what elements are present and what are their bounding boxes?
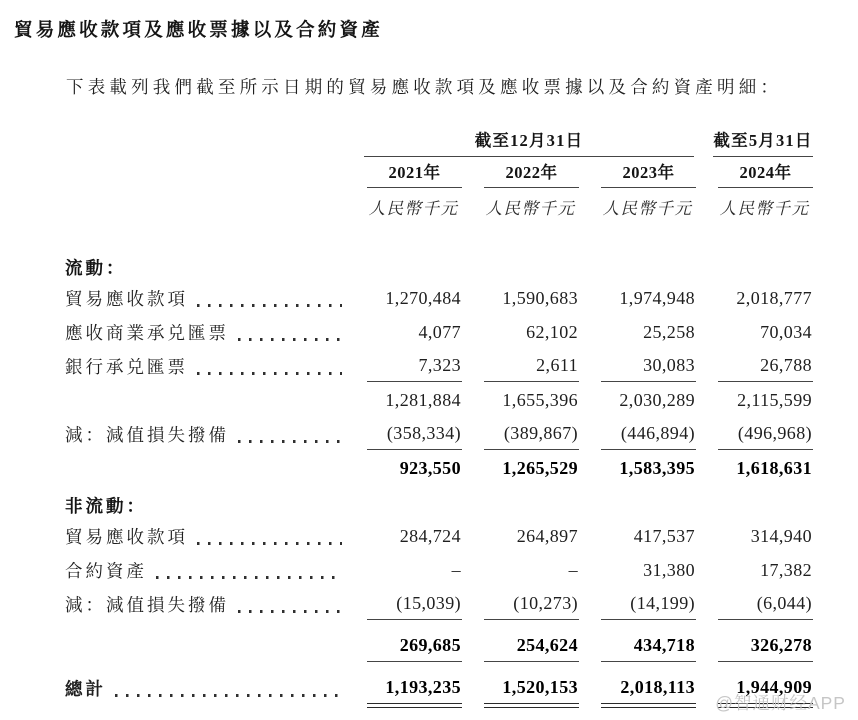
row-label-text: 合約資產 xyxy=(65,561,147,581)
table-row xyxy=(65,280,813,314)
dot-leader xyxy=(238,610,342,613)
row-label-text: 總計 xyxy=(65,679,106,699)
row-label-text: 應收商業承兑匯票 xyxy=(65,323,229,343)
cell-value: 1,270,484 xyxy=(385,288,461,308)
row-label-text: 貿易應收款項 xyxy=(65,289,188,309)
row-label xyxy=(65,620,345,662)
row-label xyxy=(65,552,345,586)
receivables-table xyxy=(65,124,813,704)
cell-value: (15,039) xyxy=(345,586,462,620)
dot-leader xyxy=(115,694,342,697)
cell-value: (496,968) xyxy=(696,416,813,450)
cell-value: 26,788 xyxy=(696,348,813,382)
table-row xyxy=(65,662,813,704)
cell-value: (6,044) xyxy=(696,586,813,620)
table-row xyxy=(65,450,813,484)
section-row xyxy=(65,246,813,280)
row-label xyxy=(65,586,345,620)
table-row xyxy=(65,518,813,552)
cell-value: 2,018,777 xyxy=(736,288,812,308)
table-body xyxy=(65,246,813,704)
period-header-dec-cell xyxy=(345,124,696,157)
cell-value: 2,018,113 xyxy=(579,662,696,704)
cell-value: 25,258 xyxy=(643,322,695,342)
row-label-text: 減：減值損失撥備 xyxy=(65,425,229,445)
year-header-2022: 2022年 xyxy=(484,159,579,188)
unit-label: 人民幣千元 xyxy=(719,199,810,218)
cell-value: 7,323 xyxy=(345,348,462,382)
cell-value: 1,974,948 xyxy=(619,288,695,308)
table-row xyxy=(65,348,813,382)
row-label-text: 銀行承兑匯票 xyxy=(65,357,188,377)
period-header-may-cell xyxy=(696,124,813,157)
cell-value: 1,655,396 xyxy=(502,390,578,410)
cell-value: 254,624 xyxy=(462,620,579,662)
unit-label: 人民幣千元 xyxy=(485,199,576,218)
row-label xyxy=(65,314,345,348)
cell-value: 417,537 xyxy=(633,526,695,546)
cell-value: (358,334) xyxy=(345,416,462,450)
cell-value: 1,193,235 xyxy=(345,662,462,704)
cell-value: 30,083 xyxy=(579,348,696,382)
table-row xyxy=(65,620,813,662)
section-label: 非流動： xyxy=(65,496,147,516)
cell-value: 1,618,631 xyxy=(736,458,812,478)
unit-row xyxy=(65,188,813,246)
cell-value: (446,894) xyxy=(579,416,696,450)
table-row xyxy=(65,382,813,416)
page-title: 貿易應收款項及應收票據以及合約資產 xyxy=(14,21,383,41)
row-label xyxy=(65,280,345,314)
watermark: @智通财经APP xyxy=(715,693,846,713)
cell-value: 923,550 xyxy=(399,458,461,478)
header-spacer xyxy=(65,124,345,157)
cell-value: 2,611 xyxy=(462,348,579,382)
unit-label: 人民幣千元 xyxy=(602,199,693,218)
cell-value: 264,897 xyxy=(516,526,578,546)
cell-value: 326,278 xyxy=(696,620,813,662)
cell-value: 2,030,289 xyxy=(619,390,695,410)
intro-text: 下表載列我們截至所示日期的貿易應收款項及應收票據以及合約資產明細： xyxy=(66,77,783,97)
dot-leader xyxy=(156,576,342,579)
cell-value: 314,940 xyxy=(750,526,812,546)
period-header-row xyxy=(65,124,813,157)
year-header-2023: 2023年 xyxy=(601,159,696,188)
header-spacer xyxy=(65,188,345,246)
section-label: 流動： xyxy=(65,258,127,278)
unit-label: 人民幣千元 xyxy=(368,199,459,218)
cell-value: 269,685 xyxy=(345,620,462,662)
cell-value: 1,281,884 xyxy=(385,390,461,410)
section-row xyxy=(65,484,813,518)
period-header-may: 截至5月31日 xyxy=(713,127,813,157)
row-label xyxy=(65,416,345,450)
table-row xyxy=(65,416,813,450)
row-label-text: 減：減值損失撥備 xyxy=(65,595,229,615)
cell-value: 17,382 xyxy=(760,560,812,580)
dot-leader xyxy=(197,372,342,375)
cell-value: (389,867) xyxy=(462,416,579,450)
table-row xyxy=(65,314,813,348)
cell-value: (14,199) xyxy=(579,586,696,620)
table-row xyxy=(65,552,813,586)
cell-value: 4,077 xyxy=(418,322,461,342)
cell-value: – xyxy=(451,560,461,580)
cell-value: (10,273) xyxy=(462,586,579,620)
year-header-2024: 2024年 xyxy=(718,159,813,188)
cell-value: 1,583,395 xyxy=(619,458,695,478)
header-spacer xyxy=(65,157,345,188)
cell-value: 1,265,529 xyxy=(502,458,578,478)
row-label-text: 貿易應收款項 xyxy=(65,527,188,547)
row-label xyxy=(65,518,345,552)
cell-value: 31,380 xyxy=(643,560,695,580)
cell-value: 434,718 xyxy=(579,620,696,662)
cell-value: 1,520,153 xyxy=(462,662,579,704)
dot-leader xyxy=(197,542,342,545)
dot-leader xyxy=(238,338,342,341)
year-header-row xyxy=(65,157,813,188)
cell-value: 1,590,683 xyxy=(502,288,578,308)
dot-leader xyxy=(238,440,342,443)
period-header-dec: 截至12月31日 xyxy=(364,127,694,157)
row-label xyxy=(65,662,345,704)
dot-leader xyxy=(197,304,342,307)
table-row xyxy=(65,586,813,620)
year-header-2021: 2021年 xyxy=(367,159,462,188)
cell-value: 2,115,599 xyxy=(737,390,812,410)
cell-value: 62,102 xyxy=(526,322,578,342)
cell-value: 70,034 xyxy=(760,322,812,342)
cell-value: 1,944,909 xyxy=(696,662,813,704)
cell-value: – xyxy=(568,560,578,580)
row-label xyxy=(65,450,345,484)
row-label xyxy=(65,348,345,382)
row-label xyxy=(65,382,345,416)
cell-value: 284,724 xyxy=(399,526,461,546)
